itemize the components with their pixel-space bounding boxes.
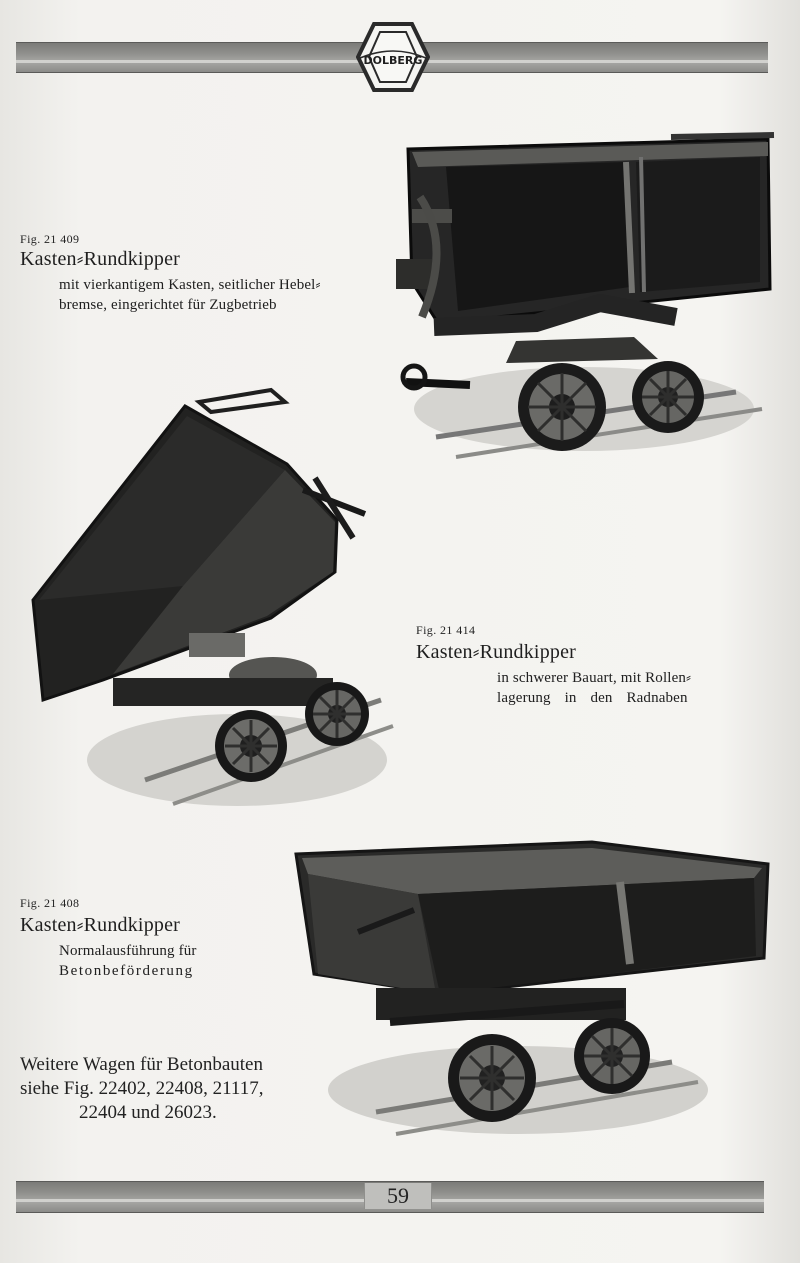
- dolberg-logo: [356, 20, 430, 94]
- note-line-2: siehe Fig. 22402, 22408, 21117,: [20, 1078, 264, 1099]
- note-line-1: Weitere Wagen für Betonbauten: [20, 1054, 263, 1075]
- note-line-3: 22404 und 26023.: [79, 1102, 217, 1123]
- logo-text: DOLBERG: [363, 54, 423, 67]
- figure-1-illustration: [386, 127, 774, 467]
- figure-2-number: Fig. 21 414: [416, 623, 476, 637]
- figure-3-title: Kasten⸗Rundkipper: [20, 914, 181, 936]
- figure-3-description-line-2: Betonbeförderung: [59, 963, 194, 979]
- figure-1-number: Fig. 21 409: [20, 232, 80, 246]
- figure-1-description-line-1: mit vierkantigem Kasten, seitlicher Hebel⸗: [59, 277, 321, 293]
- figure-2-description-line-1: in schwerer Bauart, mit Rollen⸗: [497, 670, 692, 686]
- further-wagons-note: [20, 1053, 330, 1125]
- figure-2-description-line-2: lagerung in den Radnaben: [497, 690, 688, 706]
- figure-1-description: [59, 275, 359, 315]
- page-number: 59: [387, 1183, 409, 1208]
- figure-3-illustration: [294, 834, 772, 1138]
- figure-3-description: [59, 941, 299, 981]
- page-number-box: [364, 1183, 432, 1209]
- figure-2-title: Kasten⸗Rundkipper: [416, 641, 577, 663]
- figure-1-title: Kasten⸗Rundkipper: [20, 248, 181, 270]
- figure-3-description-line-1: Normalausführung für: [59, 943, 197, 959]
- figure-2-description: [497, 668, 757, 708]
- figure-3-number: Fig. 21 408: [20, 896, 80, 910]
- figure-1-description-line-2: bremse, eingerichtet für Zugbetrieb: [59, 297, 277, 313]
- figure-2-illustration: [23, 388, 393, 810]
